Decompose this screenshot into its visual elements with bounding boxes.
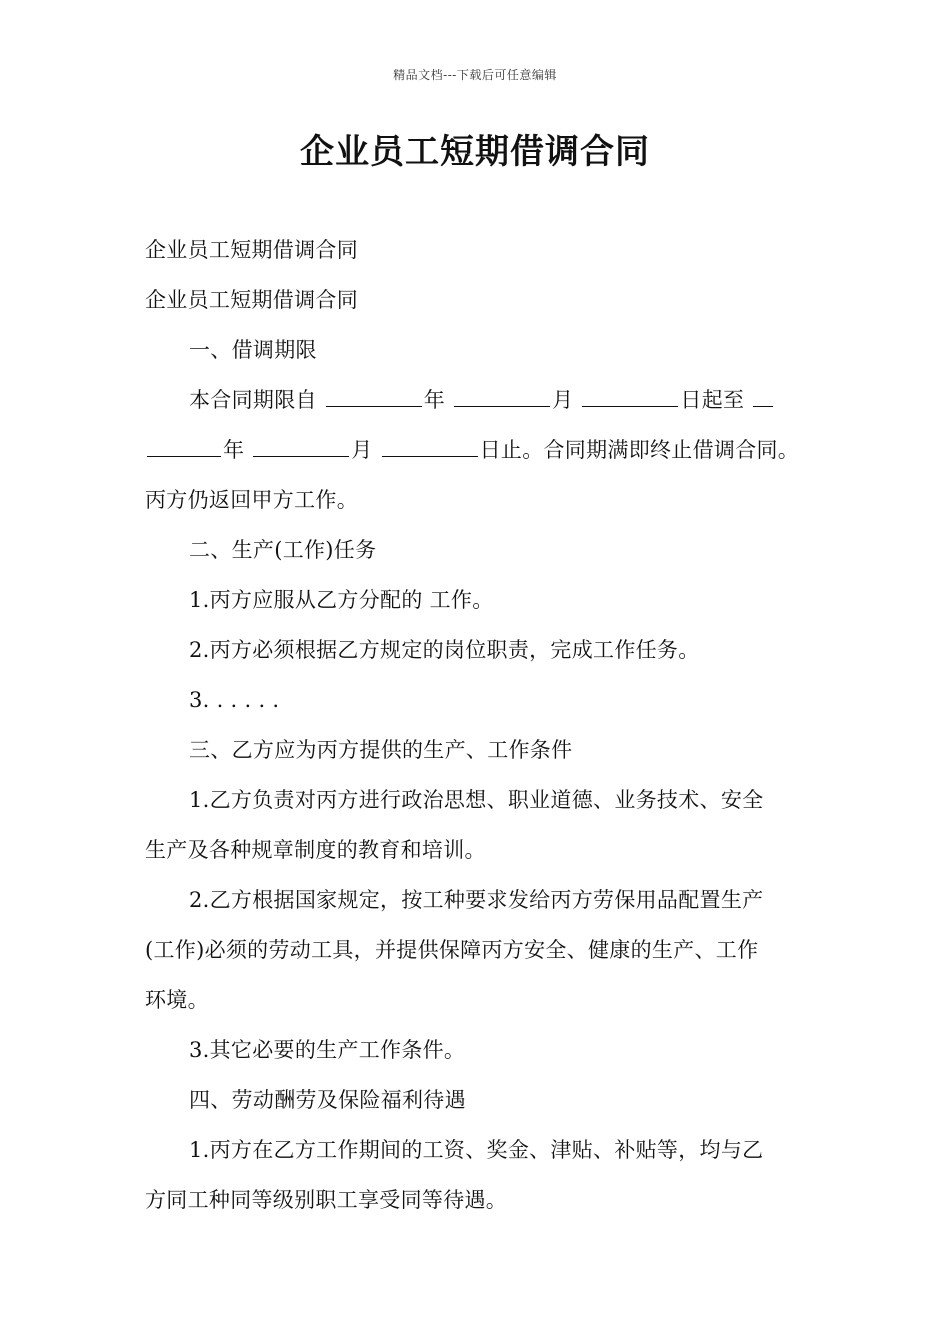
section3-heading: 三、乙方应为丙方提供的生产、工作条件 — [189, 738, 573, 762]
subtitle-line-2: 企业员工短期借调合同 — [145, 288, 358, 312]
blank-end-month — [253, 436, 349, 457]
section3-item-1-line-1: 1.乙方负责对丙方进行政治思想、职业道德、业务技术、安全 — [189, 788, 764, 812]
header-note: 精品文档---下载后可任意编辑 — [393, 68, 557, 82]
subtitle-line-1: 企业员工短期借调合同 — [145, 238, 358, 262]
term-end-year-unit: 年 — [223, 438, 245, 462]
blank-end-year-part2 — [147, 436, 221, 457]
section3-item-3: 3.其它必要的生产工作条件。 — [189, 1038, 466, 1062]
section3-item-2-line-2: (工作)必须的劳动工具，并提供保障丙方安全、健康的生产、工作 — [145, 938, 759, 962]
section1-term-line-3: 丙方仍返回甲方工作。 — [145, 488, 358, 512]
section2-item-3: 3. . . . . . — [189, 688, 280, 712]
term-start-day-unit: 日起至 — [680, 388, 745, 412]
blank-start-day — [582, 386, 678, 407]
section1-term-line-1 — [189, 385, 775, 415]
section3-item-1-line-2: 生产及各种规章制度的教育和培训。 — [145, 838, 486, 862]
document-title: 企业员工短期借调合同 — [300, 132, 650, 172]
blank-end-day — [382, 436, 478, 457]
blank-start-year — [326, 386, 422, 407]
section1-heading: 一、借调期限 — [189, 338, 317, 362]
blank-end-year-part1 — [753, 386, 773, 407]
term-end-month-unit: 月 — [351, 438, 373, 462]
section2-item-2: 2.丙方必须根据乙方规定的岗位职责，完成工作任务。 — [189, 638, 700, 662]
section1-term-line-2 — [145, 435, 799, 465]
section3-item-2-line-3: 环境。 — [145, 988, 209, 1012]
section2-heading: 二、生产(工作)任务 — [189, 538, 377, 562]
blank-start-month — [454, 386, 550, 407]
term-start-month-unit: 月 — [552, 388, 574, 412]
section4-item-1-line-2: 方同工种同等级别职工享受同等待遇。 — [145, 1188, 508, 1212]
term-start-label: 本合同期限自 — [189, 388, 317, 412]
section4-item-1-line-1: 1.丙方在乙方工作期间的工资、奖金、津贴、补贴等，均与乙 — [189, 1138, 764, 1162]
term-end-day-text: 日止。合同期满即终止借调合同。 — [479, 438, 800, 462]
section2-item-1: 1.丙方应服从乙方分配的 工作。 — [189, 588, 494, 612]
section4-heading: 四、劳动酬劳及保险福利待遇 — [189, 1088, 466, 1112]
section3-item-2-line-1: 2.乙方根据国家规定，按工种要求发给丙方劳保用品配置生产 — [189, 888, 764, 912]
term-start-year-unit: 年 — [423, 388, 446, 412]
